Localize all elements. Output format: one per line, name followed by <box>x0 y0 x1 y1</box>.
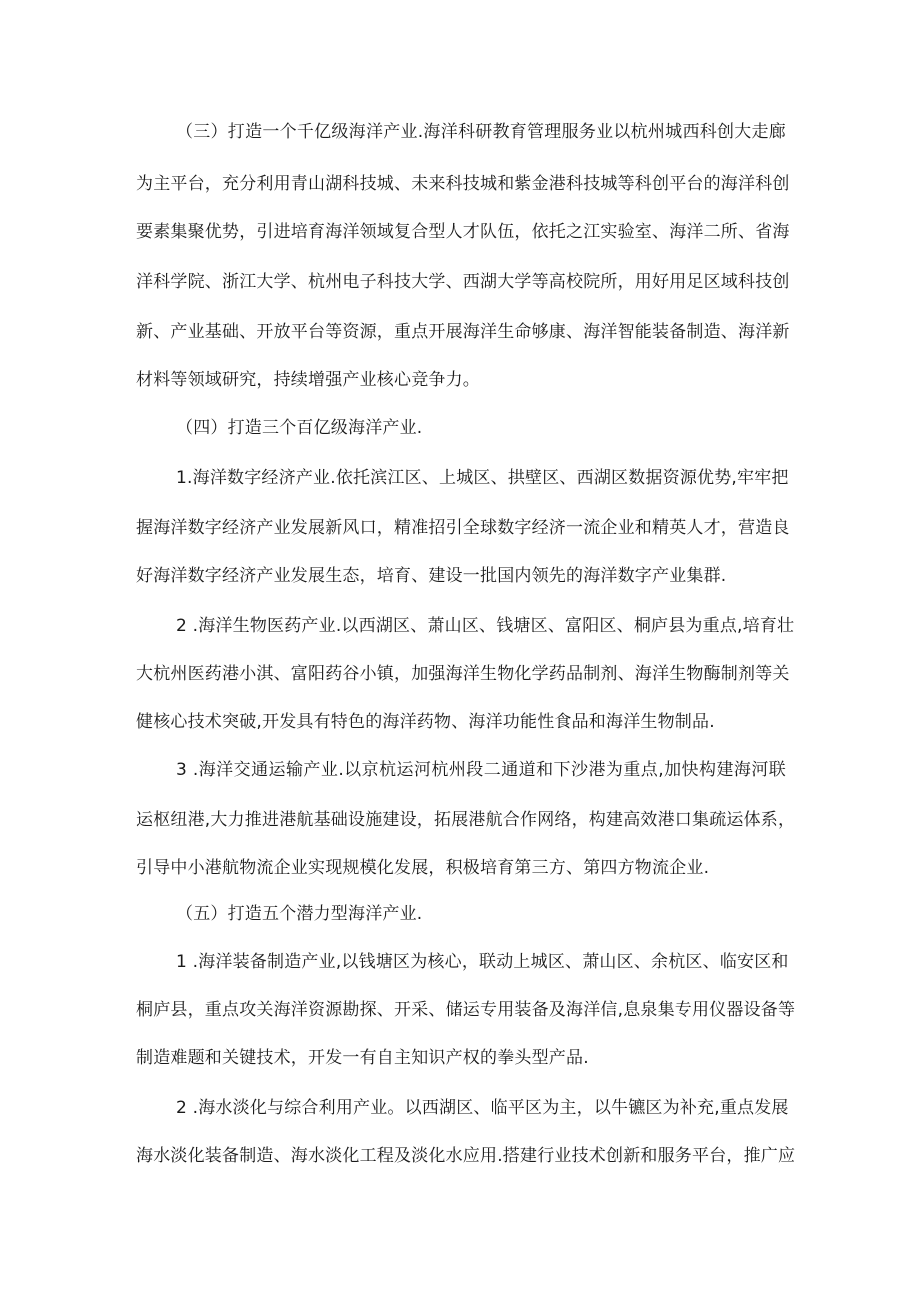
text-line: 健核心技术突破,开发具有特色的海洋药物、海洋功能性食品和海洋生物制品. <box>136 712 715 732</box>
text-line: 握海洋数字经济产业发展新风口，精准招引全球数字经济一流企业和精英人才，营造良 <box>136 518 790 538</box>
text-line: 2 .海水淡化与综合利用产业。以西湖区、临平区为主，以牛镳区为补充,重点发展 <box>176 1098 789 1118</box>
text-line: 新、产业基础、开放平台等资源，重点开展海洋生命够康、海洋智能装备制造、海洋新 <box>136 322 790 342</box>
text-line: 海水淡化装备制造、海水淡化工程及淡化水应用.搭建行业技术创新和服务平台，推广应 <box>136 1146 796 1166</box>
section-heading-5: （五）打造五个潜力型海洋产业. <box>176 904 423 924</box>
text-line: 材料等领域研究，持续增强产业核心竞争力。 <box>136 370 480 390</box>
text-line: （三）打造一个千亿级海洋产业.海洋科研教育管理服务业以杭州城西科创大走廊 <box>176 122 786 142</box>
text-line: 1.海洋数字经济产业.依托滨江区、上城区、拱壁区、西湖区数据资源优势,牢牢把 <box>176 468 789 488</box>
text-line: 1 .海洋装备制造产业,以钱塘区为核心，联动上城区、萧山区、余杭区、临安区和 <box>176 952 789 972</box>
text-line: 引导中小港航物流企业实现规模化发展，积极培育第三方、第四方物流企业. <box>136 858 710 878</box>
text-line: 2 .海洋生物医药产业.以西湖区、萧山区、钱塘区、富阳区、桐庐县为重点,培育壮 <box>176 616 795 636</box>
text-line: 要素集聚优势，引进培育海洋领域复合型人才队伍，依托之江实验室、海洋二所、省海 <box>136 222 790 242</box>
text-line: 3 .海洋交通运输产业.以京杭运河杭州段二通道和下沙港为重点,加快构建海河联 <box>176 760 786 780</box>
text-line: 大杭州医药港小淇、富阳药谷小镇，加强海洋生物化学药品制剂、海洋生物酶制剂等关 <box>136 664 790 684</box>
text-line: 制造难题和关键技术，开发一有自主知识产权的拳头型产品. <box>136 1048 589 1068</box>
text-line: 洋科学院、浙江大学、杭州电子科技大学、西湖大学等高校院所，用好用足区域科技创 <box>136 272 790 292</box>
text-line: 运枢纽港,大力推进港航基础设施建设，拓展港航合作网络，构建高效港口集疏运体系， <box>136 810 796 830</box>
text-line: 好海洋数字经济产业发展生态，培育、建设一批国内领先的海洋数字产业集群. <box>136 566 727 586</box>
text-line: 桐庐县，重点攻关海洋资源勘探、开采、储运专用装备及海洋信,息泉集专用仪器设备等 <box>136 1000 796 1020</box>
text-line: 为主平台，充分利用青山湖科技城、未来科技城和紫金港科技城等科创平台的海洋科创 <box>136 174 790 194</box>
section-heading-4: （四）打造三个百亿级海洋产业. <box>176 418 423 438</box>
